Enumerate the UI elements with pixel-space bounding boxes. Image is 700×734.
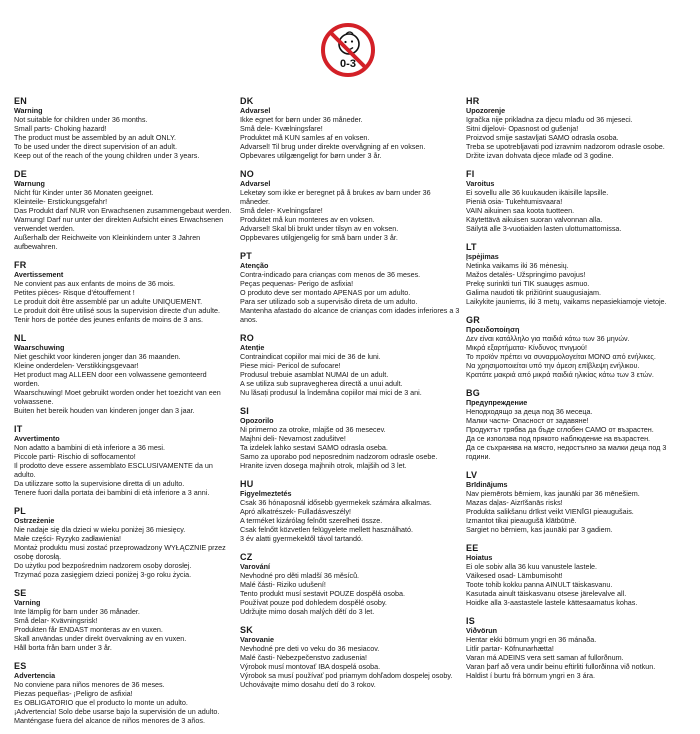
language-code: BG: [466, 388, 480, 398]
warning-line: Do użytku pod bezpośrednim nadzorem osoby dorosłej.: [14, 561, 192, 570]
warning-line: Produkten får ENDAST monteras av en vuxen.: [14, 625, 163, 634]
warning-block-es: [14, 661, 234, 725]
warning-title: Warnung: [14, 179, 45, 188]
language-code: ES: [14, 661, 27, 671]
warning-line: Para ser utilizado sob a supervisão direta de um adulto.: [240, 297, 418, 306]
warning-title: Upozorenje: [466, 106, 506, 115]
language-code: FI: [466, 169, 475, 179]
warning-line: Používat pouze pod dohledem dospělé osoby.: [240, 598, 387, 607]
language-code: IT: [14, 424, 23, 434]
warning-line: Tento produkt musí sestavit POUZE dospělá osoba.: [240, 589, 405, 598]
age-range-label: 0-3: [340, 58, 356, 70]
warning-block-hr: [466, 96, 686, 160]
warning-line: Małe części- Ryzyko zadławienia!: [14, 534, 122, 543]
warning-line: Små dele- Kvælningsfare!: [240, 124, 323, 133]
warning-block-si: [240, 406, 460, 470]
warning-line: Inte lämplig för barn under 36 månader.: [14, 607, 140, 616]
warning-line: Κρατάτε μακριά από μικρά παιδιά ηλικίας κάτω των 3 ετών.: [466, 370, 654, 379]
warning-line: Produktet må kun monteres av en voksen.: [240, 215, 375, 224]
warning-line: Ni primerno za otroke, mlajše od 36 mesecev.: [240, 425, 386, 434]
warning-line: Small parts- Choking hazard!: [14, 124, 107, 133]
warning-line: Μικρά εξαρτήματα- Κίνδυνος πνιγμού!: [466, 343, 587, 352]
warning-title: Įspėjimas: [466, 252, 499, 261]
language-code: DE: [14, 169, 27, 179]
warning-line: Výrobok musí montovať IBA dospelá osoba.: [240, 662, 381, 671]
warning-line: Manténgase fuera del alcance de niños menores de 3 años.: [14, 716, 205, 725]
warning-line: No conviene para niños menores de 36 meses.: [14, 680, 165, 689]
warning-line: Nu lăsați produsul la îndemâna copiilor mai mici de 3 ani.: [240, 388, 422, 397]
warning-line: To be used under the direct supervision of an adult.: [14, 142, 178, 151]
warning-line: Trzymać poza zasięgiem dzieci poniżej 3-go roku życia.: [14, 570, 192, 579]
warning-line: Držite izvan dohvata djece mlađe od 3 godine.: [466, 151, 614, 160]
warning-line: Nevhodné pre deti vo veku do 36 mesiacov.: [240, 644, 380, 653]
warning-line: Malé části- Riziko udušení!: [240, 580, 326, 589]
warning-title: Varovanie: [240, 635, 274, 644]
warning-line: Da utilizzare sotto la supervisione diretta di un adulto.: [14, 479, 185, 488]
warning-line: Ne convient pas aux enfants de moins de 36 mois.: [14, 279, 176, 288]
warning-title: Opozorilo: [240, 416, 274, 425]
warning-block-nl: [14, 333, 234, 415]
warning-line: Treba se upotrebljavati pod izravnim nadzorom odrasle osobe.: [466, 142, 665, 151]
warning-line: Peças pequenas- Perigo de asfixia!: [240, 279, 354, 288]
warning-line: Hoidke alla 3-aastastele lastele kättesaamatus kohas.: [466, 598, 638, 607]
warning-block-ee: [466, 543, 686, 607]
warning-line: Le produit doit être utilisé sous la supervision directe d'un adulte.: [14, 306, 220, 315]
warning-line: Piezas pequeñas- ¡Peligro de asfixia!: [14, 689, 133, 698]
language-code: RO: [240, 333, 254, 343]
warning-block-pt: [240, 251, 460, 324]
warning-line: Säilytä alle 3-vuotiaiden lasten ulottumattomissa.: [466, 224, 622, 233]
warning-line: Udržujte mimo dosah malých dětí do 3 let.: [240, 607, 375, 616]
warning-line: Laikykite jauniems, iki 3 metų, vaikams nepasiekiamoje vietoje.: [466, 297, 667, 306]
warning-line: Advarsel! Til brug under direkte overvågning af en voksen.: [240, 142, 426, 151]
warning-line: Oppbevares utilgjengelig for små barn under 3 år.: [240, 233, 398, 242]
language-code: SI: [240, 406, 249, 416]
warning-title: Waarschuwing: [14, 343, 65, 352]
warning-block-ro: [240, 333, 460, 397]
warning-title: Atenção: [240, 261, 269, 270]
warning-title: Προειδοποίηση: [466, 325, 520, 334]
language-code: NO: [240, 169, 254, 179]
language-code: HU: [240, 479, 254, 489]
warning-column-3: [466, 96, 686, 689]
warning-block-sk: [240, 625, 460, 689]
warning-line: Kleine onderdelen- Verstikkingsgevaar!: [14, 361, 139, 370]
warning-line: O produto deve ser montado APENAS por um adulto.: [240, 288, 411, 297]
warning-line: Außerhalb der Reichweite von Kleinkindern unter 3 Jahren aufbewahren.: [14, 233, 201, 251]
warning-block-cz: [240, 552, 460, 616]
warning-line: Små delar- Kvävningsrisk!: [14, 616, 98, 625]
warning-line: Käytettävä aikuisen suoran valvonnan alla.: [466, 215, 603, 224]
warning-line: Opbevares utilgængeligt for børn under 3 år.: [240, 151, 382, 160]
warning-line: Malé časti- Nebezpečenstvo zadusenia!: [240, 653, 368, 662]
language-code: EE: [466, 543, 479, 553]
warning-line: Csak 36 hónaposnál idősebb gyermekek számára alkalmas.: [240, 498, 432, 507]
warning-line: Mazas daļas- Aizrīšanās risks!: [466, 498, 563, 507]
language-code: SK: [240, 625, 253, 635]
warning-line: Izmantot tikai pieaugušā klātbūtnē.: [466, 516, 577, 525]
warning-line: Kleinteile- Erstickungsgefahr!: [14, 197, 108, 206]
warning-block-is: [466, 616, 686, 680]
warning-line: Toote tohib kokku panna AINULT täiskasvanu.: [466, 580, 613, 589]
warning-line: Nevhodné pro děti mladší 36 měsíců.: [240, 571, 360, 580]
warning-column-2: [240, 96, 460, 698]
language-code: PL: [14, 506, 26, 516]
warning-line: Uchovávajte mimo dosahu detí do 3 rokov.: [240, 680, 376, 689]
language-code: GR: [466, 315, 480, 325]
warning-line: Výrobok sa musí používať pod priamym dohľadom dospelej osoby.: [240, 671, 453, 680]
warning-line: Piccole parti- Rischio di soffocamento!: [14, 452, 136, 461]
warning-line: Petites pièces- Risque d'étouffement !: [14, 288, 135, 297]
language-code: EN: [14, 96, 27, 106]
warning-line: Advarsel! Skal bli brukt under tilsyn av en voksen.: [240, 224, 399, 233]
warning-line: Sitni dijelovi- Opasnost od gušenja!: [466, 124, 579, 133]
warning-line: Litlir partar- Köfnunarhætta!: [466, 644, 554, 653]
warning-line: Väikesed osad- Lämbumisoht!: [466, 571, 563, 580]
warning-title: Advertencia: [14, 671, 56, 680]
warning-title: Warning: [14, 106, 43, 115]
warning-line: Varan þarf að vera undir beinu eftirliti fullorðinna við notkun.: [466, 662, 656, 671]
warning-line: Majhni deli- Nevarnost zadušitve!: [240, 434, 346, 443]
warning-line: Продуктът трябва да бъде сглобен САМО от възрастен.: [466, 425, 654, 434]
warning-title: Advarsel: [240, 106, 271, 115]
warning-line: Csak felnőtt közvetlen felügyelete mellett használható.: [240, 525, 413, 534]
warning-line: Warnung! Darf nur unter der direkten Aufsicht eines Erwachsenen verwendet werden.: [14, 215, 224, 233]
language-code: PT: [240, 251, 252, 261]
warning-line: Да се съхранява на място, недостъпно за малки деца под 3 години.: [466, 443, 667, 461]
warning-line: Mantenha afastado do alcance de crianças com idades inferiores a 3 anos.: [240, 306, 460, 324]
warning-line: Skall användas under direkt övervakning av en vuxen.: [14, 634, 187, 643]
language-code: HR: [466, 96, 480, 106]
warning-line: Mažos detalės- Užspringimo pavojus!: [466, 270, 586, 279]
warning-title: Figyelmeztetés: [240, 489, 292, 498]
warning-title: Varoitus: [466, 179, 495, 188]
warning-line: Apró alkatrészek- Fulladásveszély!: [240, 507, 352, 516]
warning-line: Το προϊόν πρέπει να συναρμολογείται ΜΟΝΟ από ενήλικες.: [466, 352, 656, 361]
language-code: LT: [466, 242, 477, 252]
warning-line: Contraindicat copiilor mai mici de 36 de luni.: [240, 352, 381, 361]
language-code: CZ: [240, 552, 253, 562]
warning-block-lt: [466, 242, 686, 306]
warning-line: VAIN aikuinen saa koota tuotteen.: [466, 206, 575, 215]
warning-line: Sargiet no bērniem, kas jaunāki par 3 gadiem.: [466, 525, 613, 534]
warning-title: Advarsel: [240, 179, 271, 188]
warning-line: ¡Advertencia! Solo debe usarse bajo la supervisión de un adulto.: [14, 707, 220, 716]
warning-block-en: [14, 96, 234, 160]
warning-line: Produktet må KUN samles af en voksen.: [240, 133, 370, 142]
warning-block-bg: [466, 388, 686, 461]
warning-line: Das Produkt darf NUR von Erwachsenen zusammengebaut werden.: [14, 206, 232, 215]
warning-line: Non adatto a bambini di età inferiore a 36 mesi.: [14, 443, 166, 452]
warning-line: Not suitable for children under 36 months.: [14, 115, 148, 124]
warning-title: Varování: [240, 562, 270, 571]
warning-title: Varning: [14, 598, 41, 607]
warning-line: Es OBLIGATORIO que el producto lo monte un adulto.: [14, 698, 188, 707]
warning-title: Avertissement: [14, 270, 64, 279]
warning-line: Varan má ADEINS vera sett saman af fullorðnum.: [466, 653, 624, 662]
warning-line: Montaż produktu musi zostać przeprowadzony WYŁĄCZNIE przez osobę dorosłą.: [14, 543, 226, 561]
warning-line: Δεν είναι κατάλληλο για παιδιά κάτω των 36 μηνών.: [466, 334, 630, 343]
warning-line: Ei sovellu alle 36 kuukauden ikäisille lapsille.: [466, 188, 609, 197]
warning-line: Produkta salikšanu drīkst veikt VIENĪGI pieaugušais.: [466, 507, 634, 516]
warning-line: Неподходящо за деца под 36 месеца.: [466, 407, 593, 416]
warning-line: Να χρησιμοποιείται υπό την άμεση επίβλεψη ενήλικου.: [466, 361, 640, 370]
warning-block-dk: [240, 96, 460, 160]
warning-block-hu: [240, 479, 460, 543]
warning-line: Ei ole sobiv alla 36 kuu vanustele lastele.: [466, 562, 598, 571]
warning-block-it: [14, 424, 234, 497]
warning-line: Netinka vaikams iki 36 mėnesių.: [466, 261, 569, 270]
warning-title: Предупреждение: [466, 398, 528, 407]
warning-line: Buiten het bereik houden van kinderen jonger dan 3 jaar.: [14, 406, 195, 415]
warning-block-de: [14, 169, 234, 251]
warning-line: Il prodotto deve essere assemblato ESCLUSIVAMENTE da un adulto.: [14, 461, 213, 479]
warning-title: Brīdinājums: [466, 480, 508, 489]
warning-block-fr: [14, 260, 234, 324]
language-code: IS: [466, 616, 475, 626]
warning-line: The product must be assembled by an adult ONLY.: [14, 133, 176, 142]
warning-line: Håll borta från barn under 3 år.: [14, 643, 112, 652]
warning-block-gr: [466, 315, 686, 379]
warning-line: Haldist í burtu frá börnum yngri en 3 ára.: [466, 671, 596, 680]
warning-line: Le produit doit être assemblé par un adulte UNIQUEMENT.: [14, 297, 203, 306]
warning-title: Hoiatus: [466, 553, 493, 562]
warning-block-fi: [466, 169, 686, 233]
warning-title: Ostrzeżenie: [14, 516, 55, 525]
warning-line: Nicht für Kinder unter 36 Monaten geeignet.: [14, 188, 154, 197]
warning-line: Galima naudoti tik prižiūrint suaugusiajam.: [466, 288, 602, 297]
language-code: SE: [14, 588, 27, 598]
warning-line: Niet geschikt voor kinderen jonger dan 36 maanden.: [14, 352, 181, 361]
warning-line: Ta izdelek lahko sestavi SAMO odrasla oseba.: [240, 443, 388, 452]
warning-line: Igračka nije prikladna za djecu mlađu od 36 mjeseci.: [466, 115, 633, 124]
warning-line: Piese mici- Pericol de sufocare!: [240, 361, 341, 370]
warning-block-se: [14, 588, 234, 652]
warning-line: Ikke egnet for børn under 36 måneder.: [240, 115, 363, 124]
warning-line: Små deler- Kvelningsfare!: [240, 206, 323, 215]
warning-line: Het product mag ALLEEN door een volwassene gemonteerd worden.: [14, 370, 207, 388]
warning-line: Waarschuwing! Moet gebruikt worden onder het toezicht van een volwassene.: [14, 388, 221, 406]
warning-block-lv: [466, 470, 686, 534]
warning-line: Contra-indicado para crianças com menos de 36 meses.: [240, 270, 421, 279]
warning-line: A se utiliza sub supravegherea directă a unui adult.: [240, 379, 403, 388]
warning-title: Atenție: [240, 343, 265, 352]
warning-line: Keep out of the reach of the young children under 3 years.: [14, 151, 200, 160]
warning-title: Viðvörun: [466, 626, 498, 635]
warning-line: Hentar ekki börnum yngri en 36 mánaða.: [466, 635, 597, 644]
warning-line: Pieniä osia- Tukehtumisvaara!: [466, 197, 563, 206]
language-code: DK: [240, 96, 254, 106]
warning-line: Prekę surinkti turi TIK suaugęs asmuo.: [466, 279, 590, 288]
warning-line: 3 év alatti gyermekektől távol tartandó.: [240, 534, 364, 543]
warning-line: Proizvod smije sastavljati SAMO odrasla osoba.: [466, 133, 619, 142]
language-code: LV: [466, 470, 478, 480]
warning-line: A terméket kizárólag felnőtt szerelheti össze.: [240, 516, 383, 525]
warning-line: Nie nadaje się dla dzieci w wieku poniżej 36 miesięcy.: [14, 525, 186, 534]
warning-line: Tenir hors de portée des jeunes enfants de moins de 3 ans.: [14, 315, 203, 324]
warning-line: Hranite izven dosega majhnih otrok, mlajših od 3 let.: [240, 461, 407, 470]
warning-block-no: [240, 169, 460, 242]
warning-title: Avvertimento: [14, 434, 60, 443]
warning-line: Да се използва под прякото наблюдение на възрастен.: [466, 434, 651, 443]
warning-line: Малки части- Опасност от задавяне!: [466, 416, 589, 425]
not-for-children-0-3-icon: [320, 22, 376, 78]
warning-line: Produsul trebuie asamblat NUMAI de un adult.: [240, 370, 389, 379]
warning-block-pl: [14, 506, 234, 579]
warning-line: Nav piemērots bērniem, kas jaunāki par 36 mēnešiem.: [466, 489, 640, 498]
language-code: NL: [14, 333, 27, 343]
warning-line: Samo za uporabo pod neposrednim nadzorom odrasle osebe.: [240, 452, 438, 461]
warning-line: Leketøy som ikke er beregnet på å brukes av barn under 36 måneder.: [240, 188, 431, 206]
warning-column-1: [14, 96, 234, 734]
warning-line: Kasutada ainult täiskasvanu otsese järelevalve all.: [466, 589, 627, 598]
warning-line: Tenere fuori dalla portata dei bambini di età inferiore a 3 anni.: [14, 488, 210, 497]
language-code: FR: [14, 260, 27, 270]
